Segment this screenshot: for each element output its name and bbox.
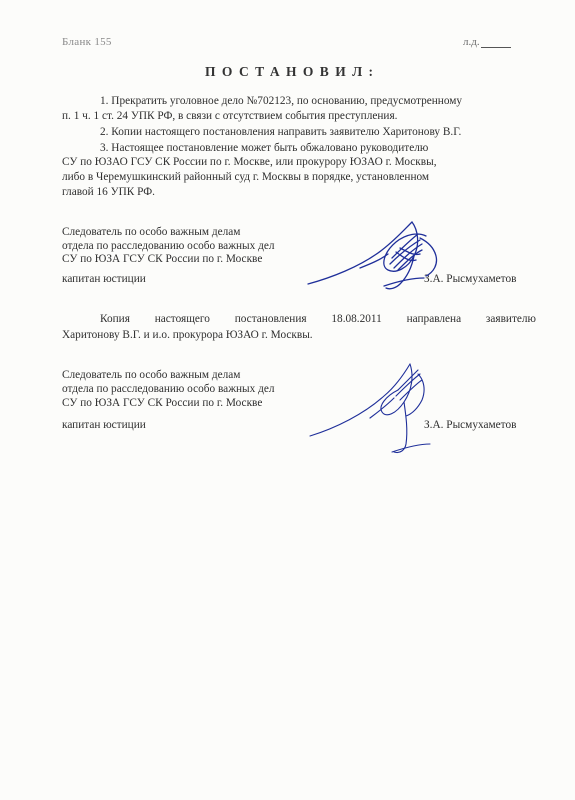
signature2-position-line2: отдела по расследованию особо важных дел	[62, 383, 275, 395]
copy-note-word: направлена	[406, 313, 462, 325]
signature2-name: З.А. Рысмухаметов	[424, 419, 517, 431]
signature1-handwritten	[300, 212, 450, 292]
signature2-position-line1: Следователь по особо важным делам	[62, 369, 241, 381]
item2-line: 2. Копии настоящего постановления направить заявителю Харитонову В.Г.	[100, 126, 462, 138]
copy-note-word: заявителю	[485, 313, 536, 325]
item1-line1-text: 1. Прекратить уголовное дело №702123, по основанию, предусмотренному	[100, 95, 463, 107]
item1-line2: п. 1 ч. 1 ст. 24 УПК РФ, в связи с отсутствием события преступления.	[62, 110, 398, 122]
item3-line4: главой 16 УПК РФ.	[62, 186, 155, 198]
signature2-rank: капитан юстиции	[62, 419, 146, 431]
case-sheet-label	[463, 36, 511, 48]
signature1-name: З.А. Рысмухаметов	[424, 273, 517, 285]
form-number: Бланк 155	[62, 36, 112, 48]
copy-note-word: постановления	[234, 313, 307, 325]
item3-line3: либо в Черемушкинский районный суд г. Москвы в порядке, установленном	[62, 171, 430, 183]
resolution-title: ПОСТАНОВИЛ:	[205, 64, 380, 79]
item3-line1: 3. Настоящее постановление может быть обжаловано руководителю	[100, 142, 429, 154]
signature1-position-line3: СУ по ЮЗА ГСУ СК России по г. Москве	[62, 253, 263, 265]
signature1-position-line2: отдела по расследованию особо важных дел	[62, 240, 275, 252]
signature2-handwritten	[300, 358, 450, 458]
copy-note-line1	[100, 313, 536, 325]
copy-note-word: настоящего	[154, 313, 210, 325]
copy-note-word: Копия	[100, 313, 130, 325]
copy-note-date: 18.08.2011	[331, 313, 382, 325]
signature2-position-line3: СУ по ЮЗА ГСУ СК России по г. Москве	[62, 397, 263, 409]
case-sheet-blank	[481, 37, 511, 48]
item3-line2: СУ по ЮЗАО ГСУ СК России по г. Москве, или прокурору ЮЗАО г. Москвы,	[62, 156, 437, 168]
item1-line1	[100, 95, 540, 107]
copy-note-line2: Харитонову В.Г. и и.о. прокурора ЮЗАО г. Москвы.	[62, 329, 313, 341]
case-sheet-label-text: л.д.	[463, 36, 480, 48]
signature1-rank: капитан юстиции	[62, 273, 146, 285]
signature1-position-line1: Следователь по особо важным делам	[62, 226, 241, 238]
